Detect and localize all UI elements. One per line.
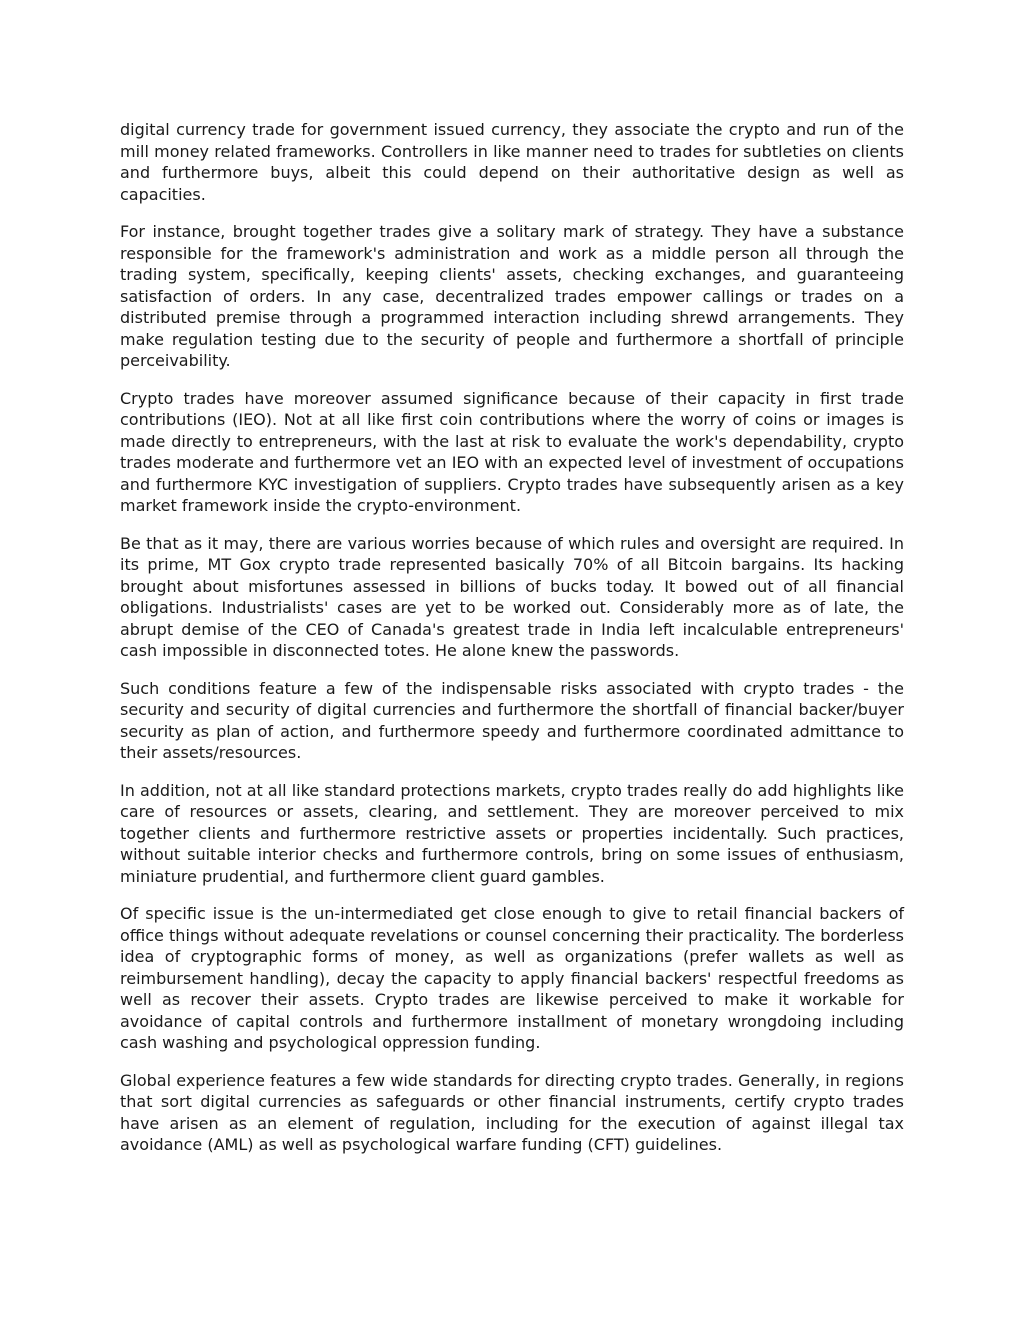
paragraph-2: For instance, brought together trades give a solitary mark of strategy. They have a substance responsible for the framework's administration and work as a middle person all through the trading system, specifically, keeping clients' assets, checking exchanges, and guaranteeing satisfaction of orders. In any case, decentralized trades empower callings or trades on a distributed premise through a programmed interaction including shrewd arrangements. They make regulation testing due to the security of people and furthermore a shortfall of principle perceivability. bbox=[120, 222, 904, 370]
paragraph-5: Such conditions feature a few of the indispensable risks associated with crypto trades - the security and security of digital currencies and furthermore the shortfall of financial backer/buyer security as plan of action, and furthermore speedy and furthermore coordinated admittance to their assets/resources. bbox=[120, 678, 904, 762]
paragraph-3: Crypto trades have moreover assumed significance because of their capacity in first trade contributions (IEO). Not at all like first coin contributions where the worry of coins or images is made directly to entrepreneurs, with the last at risk to evaluate the work's dependability, crypto trades moderate and furthermore vet an IEO with an expected level of investment of occupations and furthermore KYC investigation of suppliers. Crypto trades have subsequently arisen as a key market framework inside the crypto-environment. bbox=[120, 388, 904, 515]
paragraph-4: Be that as it may, there are various worries because of which rules and oversight are required. In its prime, MT Gox crypto trade represented basically 70% of all Bitcoin bargains. Its hacking brought about misfortunes assessed in billions of bucks today. It bowed out of all financial obligations. Industrialists' cases are yet to be worked out. Considerably more as of late, the abrupt demise of the CEO of Canada's greatest trade in India left incalculable entrepreneurs' cash impossible in disconnected totes. He alone knew the passwords. bbox=[120, 533, 904, 660]
paragraph-1: digital currency trade for government issued currency, they associate the crypto and run of the mill money related frameworks. Controllers in like manner need to trades for subtleties on clients and furthermore buys, albeit this could depend on their authoritative design as well as capacities. bbox=[120, 120, 904, 204]
paragraph-7: Of specific issue is the un-intermediated get close enough to give to retail financial backers of office things without adequate revelations or counsel concerning their practicality. The borderless idea of cryptographic forms of money, as well as organizations (prefer wallets as well as reimbursement handling), decay the capacity to apply financial backers' respectful freedoms as well as recover their assets. Crypto trades are likewise perceived to make it workable for avoidance of capital controls and furthermore installment of monetary wrongdoing including cash washing and psychological oppression funding. bbox=[120, 904, 904, 1052]
document-body bbox=[120, 119, 904, 1172]
paragraph-8: Global experience features a few wide standards for directing crypto trades. Generally, in regions that sort digital currencies as safeguards or other financial instruments, certify crypto trades have arisen as an element of regulation, including for the execution of against illegal tax avoidance (AML) as well as psychological warfare funding (CFT) guidelines. bbox=[120, 1070, 904, 1154]
paragraph-6: In addition, not at all like standard protections markets, crypto trades really do add highlights like care of resources or assets, clearing, and settlement. They are moreover perceived to mix together clients and furthermore restrictive assets or properties incidentally. Such practices, without suitable interior checks and furthermore controls, bring on some issues of enthusiasm, miniature prudential, and furthermore client guard gambles. bbox=[120, 780, 904, 886]
